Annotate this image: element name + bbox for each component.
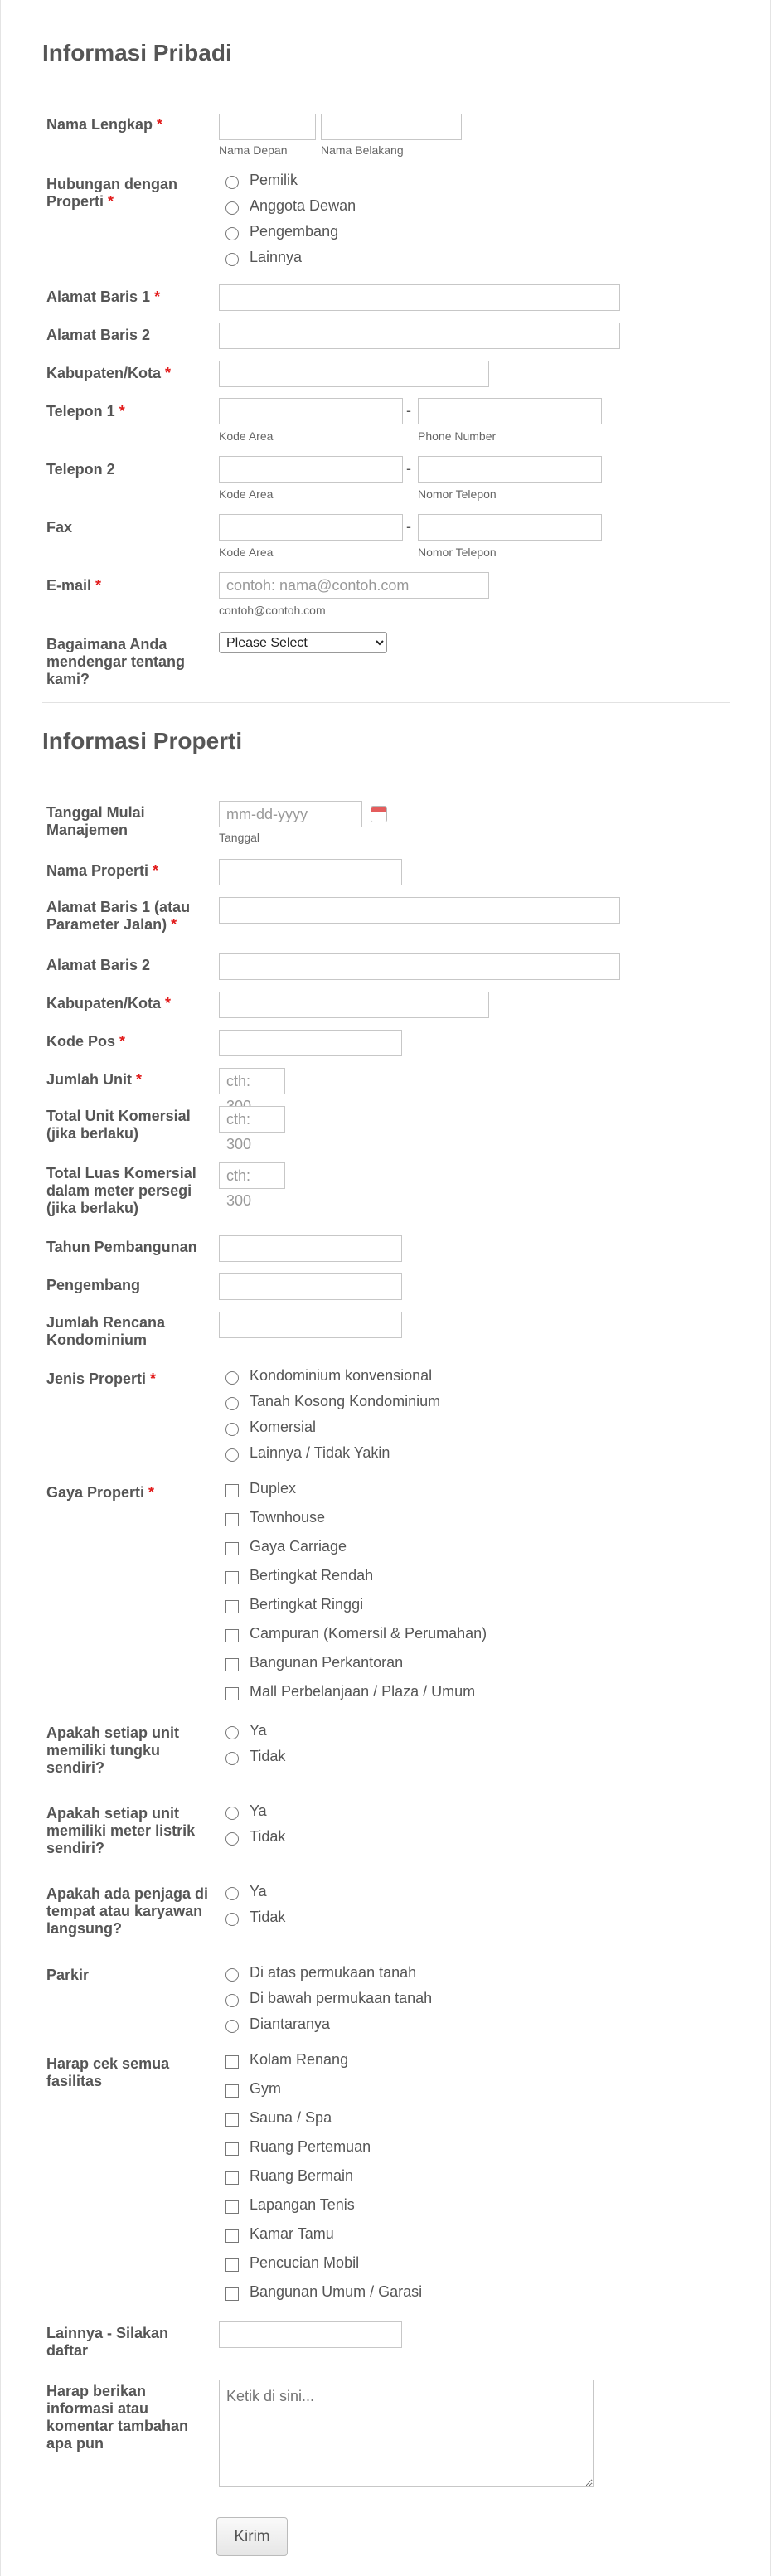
prop-address1-label: Alamat Baris 1 (atau Parameter Jalan) * [46, 899, 191, 933]
prop-type-radio[interactable] [225, 1423, 239, 1436]
phone2-number-sublabel: Nomor Telepon [418, 488, 497, 501]
relation-label: Hubungan dengan Properti * [46, 176, 177, 210]
phone2-number-input[interactable] [418, 456, 602, 483]
condo-plans-label: Jumlah Rencana Kondominium [46, 1314, 166, 1348]
relation-option: Pemilik [250, 172, 298, 188]
relation-radio[interactable] [225, 227, 239, 240]
address1-label: Alamat Baris 1 * [46, 289, 161, 305]
commercial-units-input[interactable]: cth: 300 [219, 1106, 285, 1133]
facility-option: Ruang Pertemuan [250, 2138, 371, 2155]
heard-select[interactable] [219, 632, 387, 653]
prop-style-checkbox[interactable] [225, 1513, 239, 1526]
guard-label: Apakah ada penjaga di tempat atau karyawan langsung? [46, 1885, 209, 1937]
first-name-input[interactable] [219, 114, 316, 140]
prop-style-label: Gaya Properti * [46, 1484, 155, 1501]
own-tank-option: Tidak [250, 1748, 286, 1764]
others-label: Lainnya - Silakan daftar [46, 2325, 169, 2359]
start-date-sublabel: Tanggal [219, 831, 260, 844]
relation-radio[interactable] [225, 201, 239, 215]
section-title-personal: Informasi Pribadi [42, 40, 232, 65]
prop-type-option: Tanah Kosong Kondominium [250, 1393, 441, 1409]
email-label: E-mail * [46, 577, 102, 594]
commercial-area-label: Total Luas Komersial dalam meter persegi (jika berlaku) [46, 1165, 196, 1216]
zip-input[interactable] [219, 1030, 402, 1056]
facility-option: Gym [250, 2080, 281, 2097]
prop-style-option: Townhouse [250, 1509, 326, 1526]
facility-checkbox[interactable] [225, 2287, 239, 2301]
guard-option: Ya [250, 1883, 267, 1899]
prop-address2-label: Alamat Baris 2 [46, 957, 151, 973]
prop-style-option: Bangunan Perkantoran [250, 1654, 404, 1671]
guard-option: Tidak [250, 1909, 286, 1925]
facility-checkbox[interactable] [225, 2084, 239, 2098]
last-name-input[interactable] [321, 114, 462, 140]
prop-style-checkbox[interactable] [225, 1542, 239, 1555]
parking-option: Diantaranya [250, 2016, 331, 2032]
facility-checkbox[interactable] [225, 2258, 239, 2272]
phone2-area-input[interactable] [219, 456, 403, 483]
guard-radio[interactable] [225, 1887, 239, 1900]
first-name-sublabel: Nama Depan [219, 143, 288, 157]
facility-checkbox[interactable] [225, 2113, 239, 2127]
condo-plans-input[interactable] [219, 1312, 402, 1338]
relation-radio[interactable] [225, 176, 239, 189]
email-input[interactable]: contoh: nama@contoh.com [219, 572, 489, 599]
own-tank-label: Apakah setiap unit memiliki tungku sendiri? [46, 1725, 180, 1776]
prop-style-option: Campuran (Komersil & Perumahan) [250, 1625, 487, 1642]
parking-option: Di bawah permukaan tanah [250, 1990, 433, 2006]
relation-option: Anggota Dewan [250, 197, 356, 214]
prop-style-checkbox[interactable] [225, 1600, 239, 1613]
address1-input[interactable] [219, 284, 620, 311]
submit-button[interactable]: Kirim [216, 2517, 288, 2556]
facility-option: Sauna / Spa [250, 2109, 332, 2126]
guard-radio[interactable] [225, 1913, 239, 1926]
prop-type-label: Jenis Properti * [46, 1370, 157, 1387]
start-date-input[interactable]: mm-dd-yyyy [219, 801, 362, 827]
full-name-label: Nama Lengkap * [46, 116, 163, 133]
own-tank-radio[interactable] [225, 1726, 239, 1739]
last-name-sublabel: Nama Belakang [321, 143, 404, 157]
relation-option: Pengembang [250, 223, 339, 240]
prop-style-checkbox[interactable] [225, 1687, 239, 1700]
prop-style-checkbox[interactable] [225, 1571, 239, 1584]
fax-number-sublabel: Nomor Telepon [418, 546, 497, 559]
prop-address2-input[interactable] [219, 953, 620, 980]
comments-label: Harap berikan informasi atau komentar tambahan apa pun [46, 2383, 189, 2452]
prop-type-option: Komersial [250, 1419, 317, 1435]
units-label: Jumlah Unit * [46, 1071, 143, 1088]
phone1-area-input[interactable] [219, 398, 403, 424]
property-name-label: Nama Properti * [46, 862, 159, 879]
prop-type-radio[interactable] [225, 1371, 239, 1385]
prop-style-option: Duplex [250, 1480, 297, 1497]
city-label: Kabupaten/Kota * [46, 365, 172, 381]
parking-label: Parkir [46, 1967, 90, 1983]
facility-checkbox[interactable] [225, 2142, 239, 2156]
phone2-area-sublabel: Kode Area [219, 488, 274, 501]
prop-style-checkbox[interactable] [225, 1629, 239, 1642]
phone1-label: Telepon 1 * [46, 403, 125, 420]
own-tank-radio[interactable] [225, 1752, 239, 1765]
prop-type-radio[interactable] [225, 1448, 239, 1462]
own-meter-radio[interactable] [225, 1832, 239, 1846]
phone-dash: - [406, 402, 411, 419]
phone1-number-input[interactable] [418, 398, 602, 424]
developer-input[interactable] [219, 1273, 402, 1300]
phone1-area-sublabel: Kode Area [219, 429, 274, 443]
prop-style-option: Mall Perbelanjaan / Plaza / Umum [250, 1683, 476, 1700]
phone1-number-sublabel: Phone Number [418, 429, 497, 443]
calendar-icon[interactable] [371, 806, 387, 822]
own-meter-label: Apakah setiap unit memiliki meter listrik sendiri? [46, 1805, 196, 1856]
section-divider [42, 702, 730, 703]
fax-area-sublabel: Kode Area [219, 546, 274, 559]
prop-address1-input[interactable] [219, 897, 620, 924]
commercial-area-input[interactable]: cth: 300 [219, 1162, 285, 1189]
prop-style-option: Bertingkat Ringgi [250, 1596, 364, 1613]
fax-label: Fax [46, 519, 73, 536]
prop-type-option: Lainnya / Tidak Yakin [250, 1444, 390, 1461]
email-sublabel: contoh@contoh.com [219, 604, 326, 617]
prop-type-option: Kondominium konvensional [250, 1367, 433, 1384]
facility-option: Kamar Tamu [250, 2225, 334, 2242]
parking-radio[interactable] [225, 1994, 239, 2007]
fax-number-input[interactable] [418, 514, 602, 541]
phone2-label: Telepon 2 [46, 461, 115, 478]
prop-type-radio[interactable] [225, 1397, 239, 1410]
section-title-property: Informasi Properti [42, 728, 243, 754]
year-built-label: Tahun Pembangunan [46, 1239, 197, 1255]
comments-textarea[interactable] [219, 2380, 594, 2487]
facility-option: Kolam Renang [250, 2051, 349, 2068]
facility-option: Ruang Bermain [250, 2167, 354, 2184]
own-meter-radio[interactable] [225, 1807, 239, 1820]
others-input[interactable] [219, 2321, 402, 2348]
prop-city-input[interactable] [219, 992, 489, 1018]
address2-input[interactable] [219, 323, 620, 349]
phone-dash: - [406, 460, 411, 477]
developer-label: Pengembang [46, 1277, 141, 1293]
facility-checkbox[interactable] [225, 2171, 239, 2185]
address2-label: Alamat Baris 2 [46, 327, 151, 343]
fax-area-input[interactable] [219, 514, 403, 541]
commercial-units-label: Total Unit Komersial (jika berlaku) [46, 1108, 191, 1142]
property-name-input[interactable] [219, 859, 402, 885]
prop-style-option: Gaya Carriage [250, 1538, 347, 1555]
city-input[interactable] [219, 361, 489, 387]
facilities-label: Harap cek semua fasilitas [46, 2055, 170, 2089]
prop-city-label: Kabupaten/Kota * [46, 995, 172, 1011]
year-built-input[interactable] [219, 1235, 402, 1262]
parking-radio[interactable] [225, 1968, 239, 1982]
heard-label: Bagaimana Anda mendengar tentang kami? [46, 636, 186, 687]
own-tank-option: Ya [250, 1722, 267, 1739]
parking-radio[interactable] [225, 2020, 239, 2033]
relation-radio[interactable] [225, 253, 239, 266]
parking-option: Di atas permukaan tanah [250, 1964, 417, 1981]
fax-dash: - [406, 518, 411, 535]
prop-style-checkbox[interactable] [225, 1484, 239, 1497]
start-date-label: Tanggal Mulai Manajemen [46, 804, 145, 838]
facility-option: Pencucian Mobil [250, 2254, 360, 2271]
units-input[interactable]: cth: [219, 1068, 285, 1094]
prop-style-checkbox[interactable] [225, 1658, 239, 1671]
facility-checkbox[interactable] [225, 2200, 239, 2214]
facility-checkbox[interactable] [225, 2229, 239, 2243]
zip-label: Kode Pos * [46, 1033, 126, 1050]
relation-option: Lainnya [250, 249, 303, 265]
facility-option: Bangunan Umum / Garasi [250, 2283, 423, 2300]
own-meter-option: Ya [250, 1802, 267, 1819]
facility-option: Lapangan Tenis [250, 2196, 355, 2213]
prop-style-option: Bertingkat Rendah [250, 1567, 374, 1584]
facility-checkbox[interactable] [225, 2055, 239, 2069]
own-meter-option: Tidak [250, 1828, 286, 1845]
